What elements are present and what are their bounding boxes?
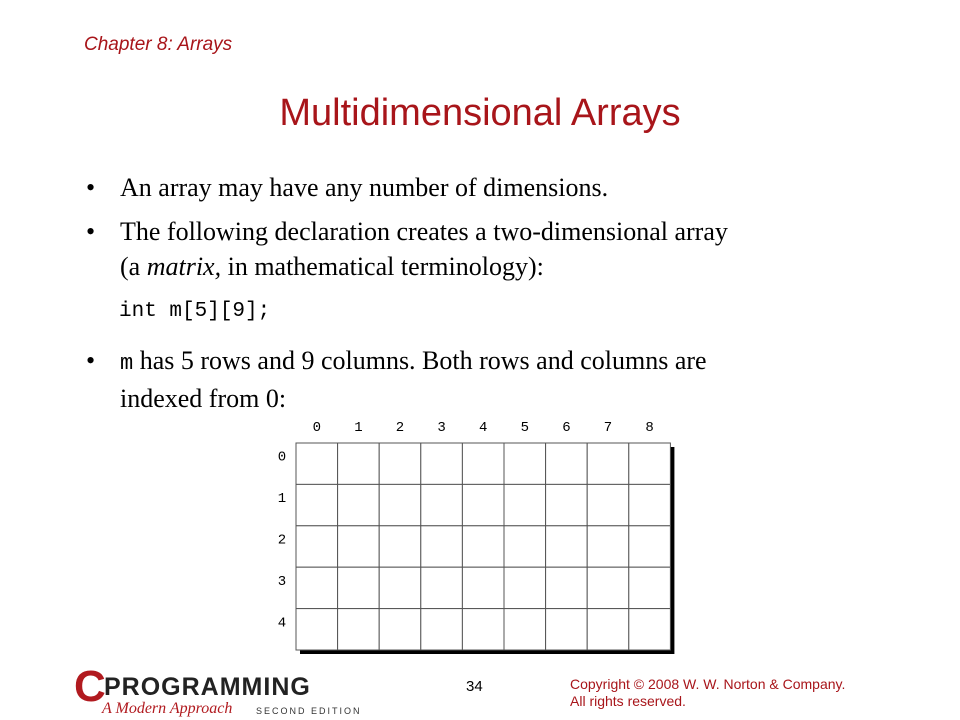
column-label: 8 (645, 420, 654, 436)
bullet-marker: • (86, 173, 96, 202)
bullet-2 (120, 214, 910, 284)
matrix-term: matrix, (146, 252, 222, 281)
matrix-cell-r3-c6 (546, 567, 588, 608)
bullet-3-code: m (120, 351, 134, 376)
matrix-cell-r2-c5 (504, 526, 546, 567)
matrix-cell-r3-c2 (379, 567, 421, 608)
matrix-cell-r1-c2 (379, 484, 421, 525)
bullet-2-line1: The following declaration creates a two-dimensional array (120, 217, 728, 246)
row-label: 0 (277, 449, 287, 466)
matrix-cell-r3-c5 (504, 567, 546, 608)
matrix-cell-r0-c2 (379, 443, 421, 484)
matrix-cell-r4-c7 (587, 609, 629, 650)
column-label: 5 (520, 420, 530, 436)
column-label: 3 (437, 420, 446, 436)
matrix-cell-r4-c5 (504, 609, 546, 650)
copyright (570, 676, 900, 710)
page-number: 34 (466, 678, 483, 695)
bullet-marker: • (86, 346, 96, 375)
matrix-cell-r1-c1 (338, 484, 380, 525)
matrix-cell-r1-c4 (462, 484, 504, 525)
bullet-2-line2-pre: (a (120, 252, 147, 281)
matrix-cell-r3-c3 (421, 567, 463, 608)
slide-title: Multidimensional Arrays (279, 92, 681, 134)
row-label: 2 (277, 532, 287, 549)
matrix-cell-r2-c8 (629, 526, 671, 567)
column-label: 1 (354, 420, 363, 436)
bullet-3-line2: indexed from 0: (120, 384, 287, 413)
matrix-cell-r1-c8 (629, 484, 671, 525)
bullet-2-line2-post: in mathematical terminology): (221, 252, 544, 281)
bullet-3-line1: has 5 rows and 9 columns. Both rows and columns are (133, 346, 707, 375)
logo-word: PROGRAMMING (104, 673, 311, 701)
matrix-cell-r2-c0 (296, 526, 338, 567)
bullet-3 (120, 343, 910, 416)
column-label: 2 (395, 420, 405, 436)
bullet-marker: • (86, 217, 96, 246)
column-label: 0 (312, 420, 322, 436)
matrix-cell-r2-c3 (421, 526, 463, 567)
row-label: 3 (277, 573, 287, 590)
matrix-cell-r4-c6 (546, 609, 588, 650)
column-label: 6 (562, 420, 571, 436)
matrix-cell-r4-c1 (338, 609, 380, 650)
matrix-cell-r4-c8 (629, 609, 671, 650)
matrix-cell-r0-c4 (462, 443, 504, 484)
column-labels (313, 420, 654, 436)
matrix-cell-r0-c1 (338, 443, 380, 484)
matrix-cell-r2-c6 (546, 526, 588, 567)
row-labels (278, 450, 286, 632)
matrix-cell-r4-c4 (462, 609, 504, 650)
matrix-cell-r0-c5 (504, 443, 546, 484)
matrix-cell-r3-c1 (338, 567, 380, 608)
matrix-cell-r1-c3 (421, 484, 463, 525)
matrix-cell-r1-c6 (546, 484, 588, 525)
matrix-cell-r4-c3 (421, 609, 463, 650)
matrix-cell-r2-c7 (587, 526, 629, 567)
matrix-cell-r4-c2 (379, 609, 421, 650)
matrix-cell-r0-c8 (629, 443, 671, 484)
matrix-cell-r0-c3 (421, 443, 463, 484)
matrix-cell-r1-c7 (587, 484, 629, 525)
logo-subtitle: A Modern Approach (102, 700, 233, 717)
copyright-line-1: Copyright © 2008 W. W. Norton & Company. (570, 676, 846, 692)
matrix-cell-r2-c1 (338, 526, 380, 567)
matrix-cell-r1-c5 (504, 484, 546, 525)
row-label: 1 (277, 491, 287, 508)
matrix-cell-r3-c0 (296, 567, 338, 608)
matrix-diagram (262, 415, 682, 655)
bullet-1-text: An array may have any number of dimensions. (120, 173, 609, 202)
matrix-cell-r0-c6 (546, 443, 588, 484)
matrix-cell-r0-c0 (296, 443, 338, 484)
matrix-cell-r1-c0 (296, 484, 338, 525)
matrix-grid (296, 443, 670, 650)
copyright-line-2: All rights reserved. (570, 693, 686, 709)
matrix-cell-r3-c4 (462, 567, 504, 608)
matrix-cell-r2-c2 (379, 526, 421, 567)
matrix-cell-r3-c7 (587, 567, 629, 608)
logo-edition: SECOND EDITION (256, 706, 362, 716)
column-label: 7 (603, 420, 613, 436)
matrix-cell-r0-c7 (587, 443, 629, 484)
code-declaration: int m[5][9]; (119, 300, 271, 323)
chapter-label: Chapter 8: Arrays (84, 34, 233, 55)
matrix-cell-r3-c8 (629, 567, 671, 608)
matrix-cell-r4-c0 (296, 609, 338, 650)
column-label: 4 (478, 420, 488, 436)
row-label: 4 (277, 615, 287, 632)
bullet-1 (120, 170, 910, 205)
logo-c: C (74, 662, 106, 711)
matrix-cell-r2-c4 (462, 526, 504, 567)
